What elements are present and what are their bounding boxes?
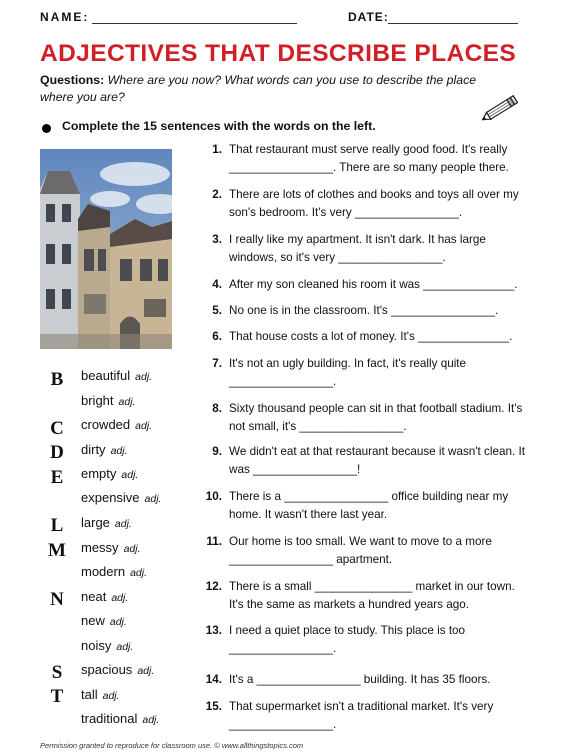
word-item: empty adj. <box>81 466 139 481</box>
page-title: ADJECTIVES THAT DESCRIBE PLACES <box>40 40 517 67</box>
word-item: tall adj. <box>81 687 120 702</box>
letter-b: B <box>50 369 64 390</box>
word-item: crowded adj. <box>81 417 153 432</box>
word-item: neat adj. <box>81 589 129 604</box>
word-item: noisy adj. <box>81 638 134 653</box>
name-label: NAME: <box>40 10 90 24</box>
letter-s: S <box>51 662 63 683</box>
questions-text: Where are you now? What words can you use to describe the place where you are? <box>40 73 477 104</box>
pencil-icon <box>476 92 520 128</box>
name-field-line[interactable] <box>92 23 297 24</box>
letter-c: C <box>50 418 64 439</box>
word-item: dirty adj. <box>81 442 128 457</box>
letter-m: M <box>48 540 66 561</box>
word-item: traditional adj. <box>81 711 160 726</box>
bullet <box>42 124 51 133</box>
word-item: messy adj. <box>81 540 141 555</box>
word-item: large adj. <box>81 515 132 530</box>
building-photo <box>40 149 172 349</box>
letter-e: E <box>50 467 64 488</box>
word-item: modern adj. <box>81 564 148 579</box>
letter-d: D <box>50 442 64 463</box>
questions-label: Questions: <box>40 73 105 87</box>
word-item: expensive adj. <box>81 490 162 505</box>
date-field-line[interactable] <box>388 23 518 24</box>
letter-l: L <box>50 515 64 536</box>
letter-t: T <box>50 686 64 707</box>
letter-n: N <box>50 589 64 610</box>
word-item: beautiful adj. <box>81 368 153 383</box>
instruction: Complete the 15 sentences with the words on the left. <box>62 119 376 133</box>
date-label: DATE: <box>348 10 389 24</box>
questions-block <box>40 72 490 106</box>
word-item: spacious adj. <box>81 662 155 677</box>
word-item: new adj. <box>81 613 127 628</box>
footer-permission: Permission granted to reproduce for classroom use. © www.allthingstopics.com <box>40 741 304 750</box>
word-item: bright adj. <box>81 393 136 408</box>
